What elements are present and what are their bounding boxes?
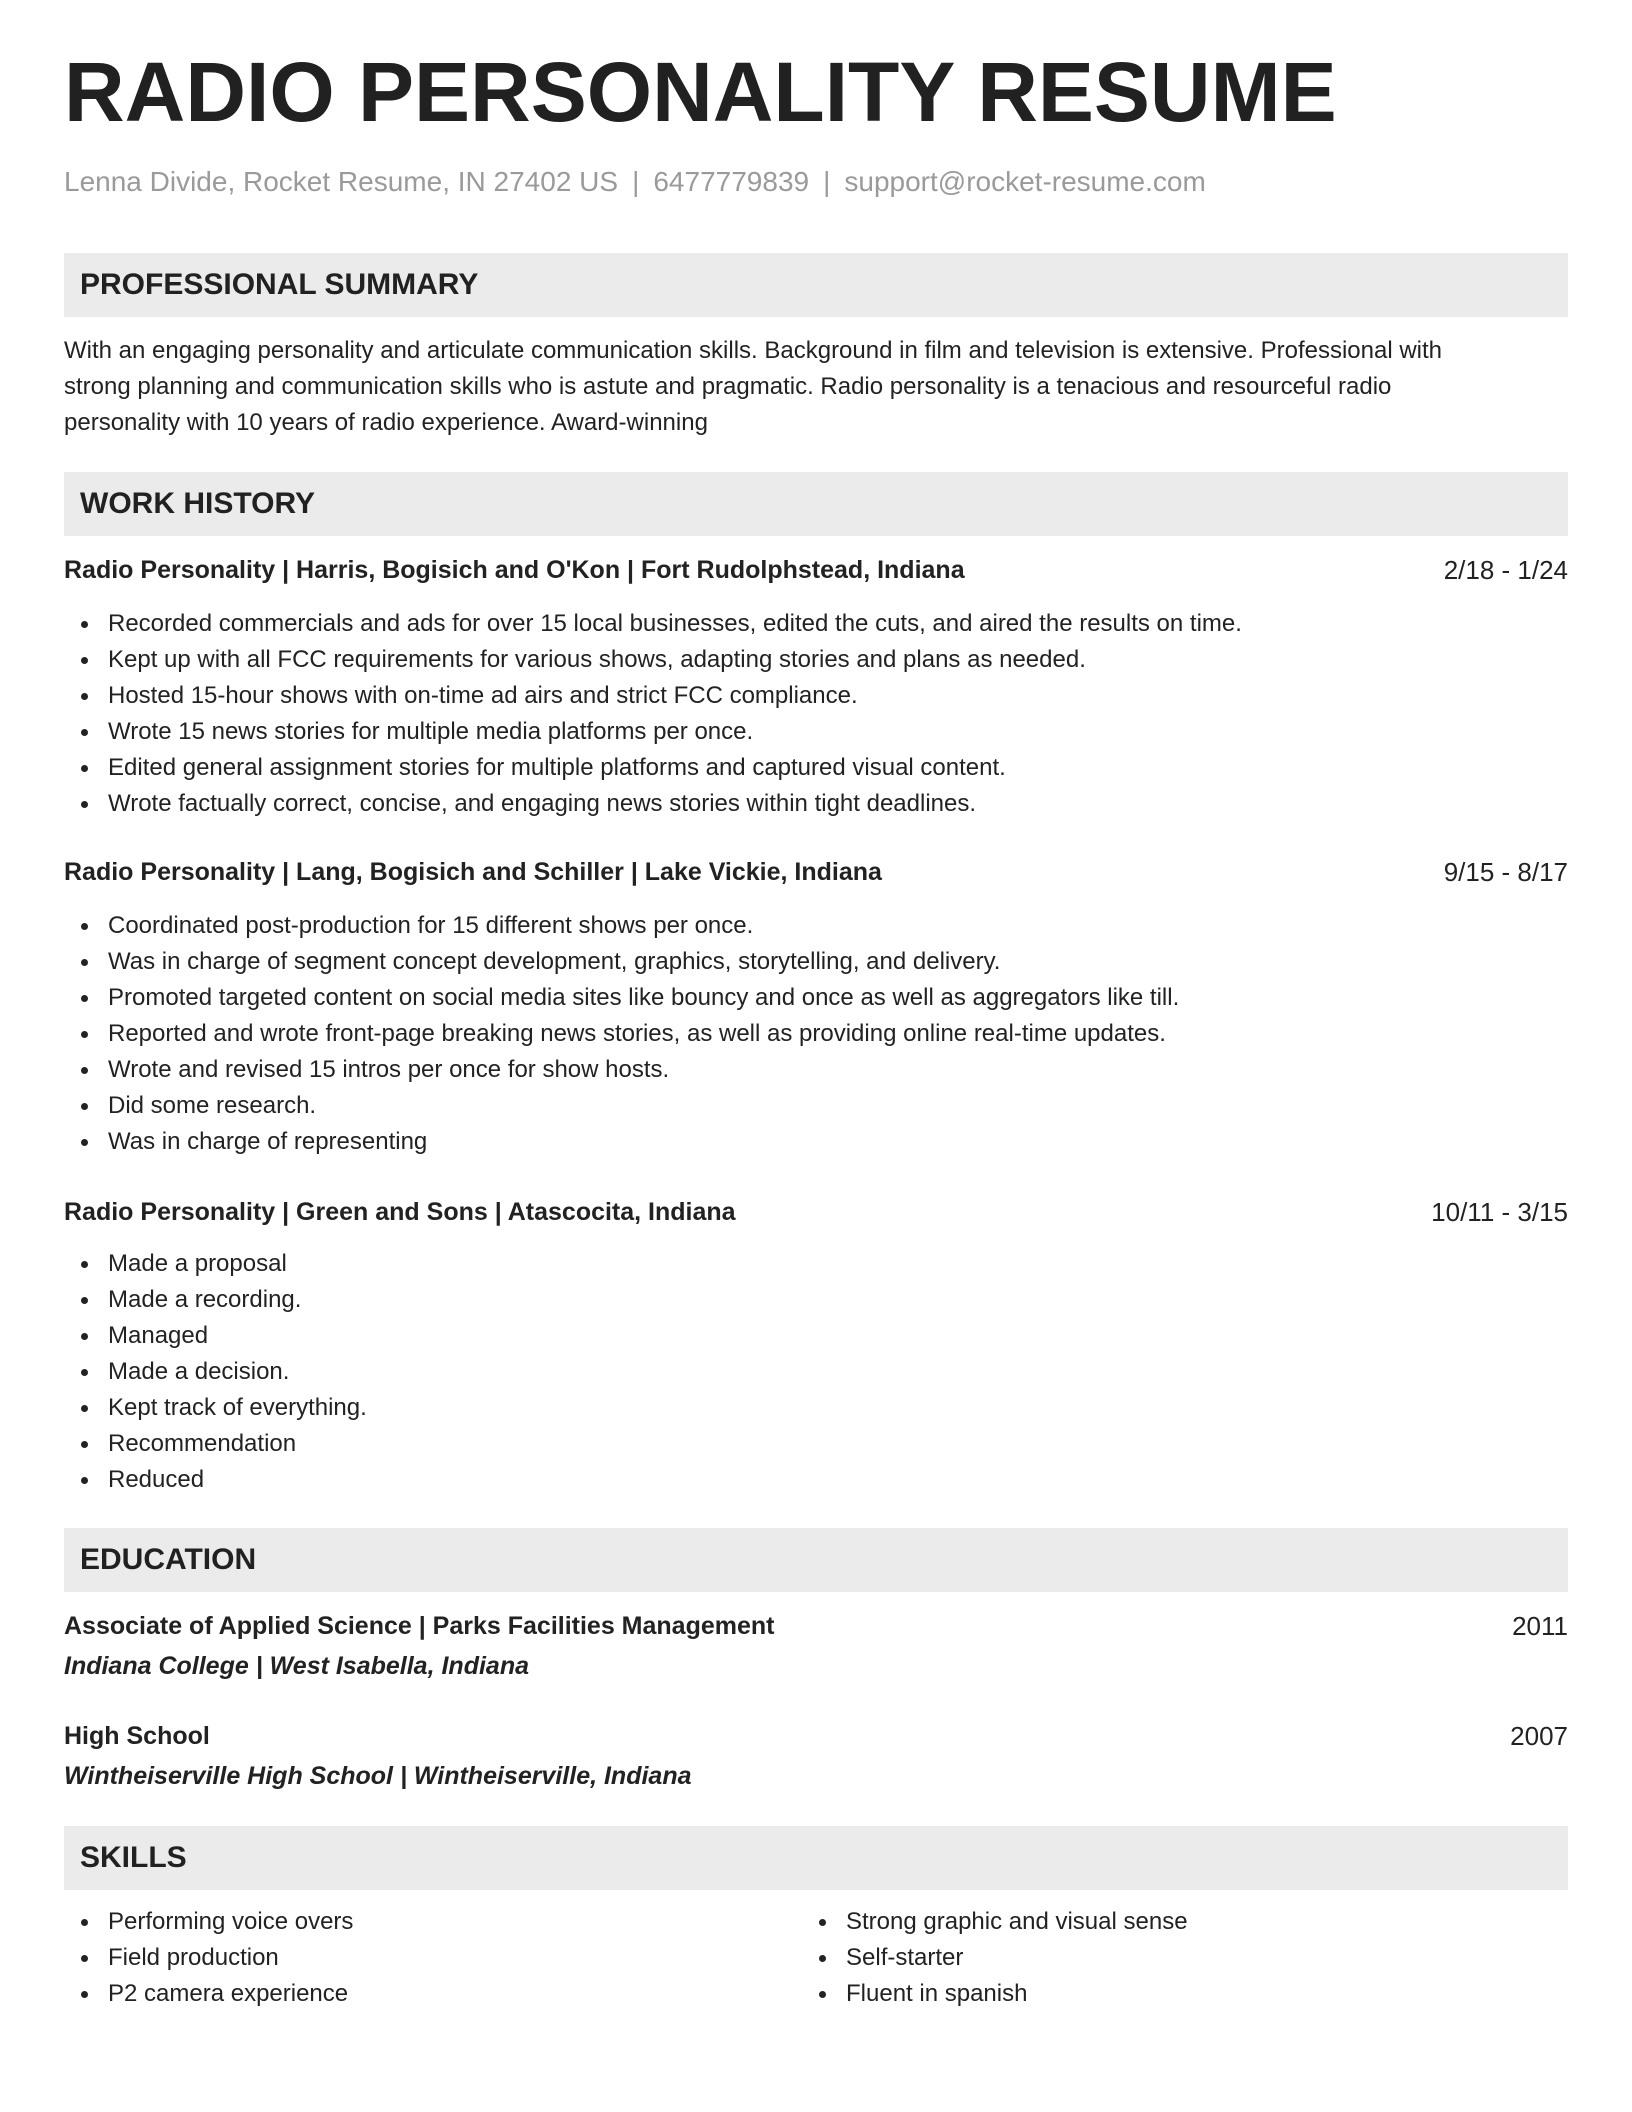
job-title: Radio Personality | Harris, Bogisich and O'Kon | Fort Rudolphstead, Indiana <box>64 556 965 584</box>
contact-phone: 6477779839 <box>653 166 810 197</box>
job-bullet: Did some research. <box>64 1088 1544 1124</box>
job-title: Radio Personality | Green and Sons | Atascocita, Indiana <box>64 1198 736 1226</box>
skill-item: Performing voice overs <box>64 1904 764 1940</box>
skills-list-left <box>64 1904 764 2012</box>
summary-paragraph <box>64 333 1568 441</box>
job-header <box>64 552 1568 588</box>
skill-item: Field production <box>64 1940 764 1976</box>
job-bullet: Was in charge of representing <box>64 1124 1544 1160</box>
contact-separator: | <box>823 166 831 197</box>
job-bullet: Wrote and revised 15 intros per once for show hosts. <box>64 1052 1544 1088</box>
job-bullet: Edited general assignment stories for multiple platforms and captured visual content. <box>64 750 1544 786</box>
section-heading-summary: PROFESSIONAL SUMMARY <box>64 253 1568 317</box>
job-bullet: Recommendation <box>64 1426 1544 1462</box>
job-header <box>64 854 1568 890</box>
job-header <box>64 1194 1568 1230</box>
contact-address: Lenna Divide, Rocket Resume, IN 27402 US <box>64 166 619 197</box>
job-title: Radio Personality | Lang, Bogisich and Schiller | Lake Vickie, Indiana <box>64 858 882 886</box>
section-heading-education: EDUCATION <box>64 1528 1568 1592</box>
education-header <box>64 1718 1568 1754</box>
contact-separator: | <box>632 166 640 197</box>
job-bullet: Managed <box>64 1318 1544 1354</box>
skills-list-right <box>802 1904 1502 2012</box>
education-degree: Associate of Applied Science | Parks Facilities Management <box>64 1612 775 1640</box>
job-dates: 10/11 - 3/15 <box>1431 1197 1568 1227</box>
education-year: 2007 <box>1510 1721 1568 1751</box>
contact-line <box>64 166 1206 198</box>
job-bullet: Wrote 15 news stories for multiple media platforms per once. <box>64 714 1544 750</box>
job-bullet: Reduced <box>64 1462 1544 1498</box>
job-bullet: Made a recording. <box>64 1282 1544 1318</box>
job-bullet: Kept up with all FCC requirements for various shows, adapting stories and plans as needed. <box>64 642 1544 678</box>
job-bullet: Made a decision. <box>64 1354 1544 1390</box>
job-bullet: Made a proposal <box>64 1246 1544 1282</box>
education-school: Indiana College | West Isabella, Indiana <box>64 1652 529 1680</box>
education-degree: High School <box>64 1722 210 1750</box>
section-heading-skills: SKILLS <box>64 1826 1568 1890</box>
job-bullet: Was in charge of segment concept development, graphics, storytelling, and delivery. <box>64 944 1544 980</box>
education-header <box>64 1608 1568 1644</box>
education-year: 2011 <box>1512 1611 1568 1641</box>
summary-line: With an engaging personality and articulate communication skills. Background in film and television is extensive. Professional with <box>64 337 1443 364</box>
job-bullet: Hosted 15-hour shows with on-time ad airs and strict FCC compliance. <box>64 678 1544 714</box>
job-bullet: Promoted targeted content on social media sites like bouncy and once as well as aggregators like till. <box>64 980 1544 1016</box>
contact-email: support@rocket-resume.com <box>844 166 1206 197</box>
job-bullet: Recorded commercials and ads for over 15 local businesses, edited the cuts, and aired the results on time. <box>64 606 1544 642</box>
job-bullet: Reported and wrote front-page breaking news stories, as well as providing online real-time updates. <box>64 1016 1544 1052</box>
job-bullet-list <box>64 908 1544 1160</box>
job-bullet: Wrote factually correct, concise, and engaging news stories within tight deadlines. <box>64 786 1544 822</box>
summary-line: strong planning and communication skills who is astute and pragmatic. Radio personality is a tenacious and resourceful radio <box>64 373 1392 400</box>
skill-item: Self-starter <box>802 1940 1502 1976</box>
job-dates: 9/15 - 8/17 <box>1443 857 1568 887</box>
summary-line: personality with 10 years of radio experience. Award-winning <box>64 409 708 436</box>
job-bullet: Coordinated post-production for 15 different shows per once. <box>64 908 1544 944</box>
skill-item: Fluent in spanish <box>802 1976 1502 2012</box>
education-school: Wintheiserville High School | Wintheiserville, Indiana <box>64 1762 692 1790</box>
job-dates: 2/18 - 1/24 <box>1443 555 1568 585</box>
resume-title: RADIO PERSONALITY RESUME <box>64 45 1337 139</box>
job-bullet-list <box>64 1246 1544 1498</box>
job-bullet: Kept track of everything. <box>64 1390 1544 1426</box>
skill-item: Strong graphic and visual sense <box>802 1904 1502 1940</box>
job-bullet-list <box>64 606 1544 822</box>
section-heading-work-history: WORK HISTORY <box>64 472 1568 536</box>
skill-item: P2 camera experience <box>64 1976 764 2012</box>
